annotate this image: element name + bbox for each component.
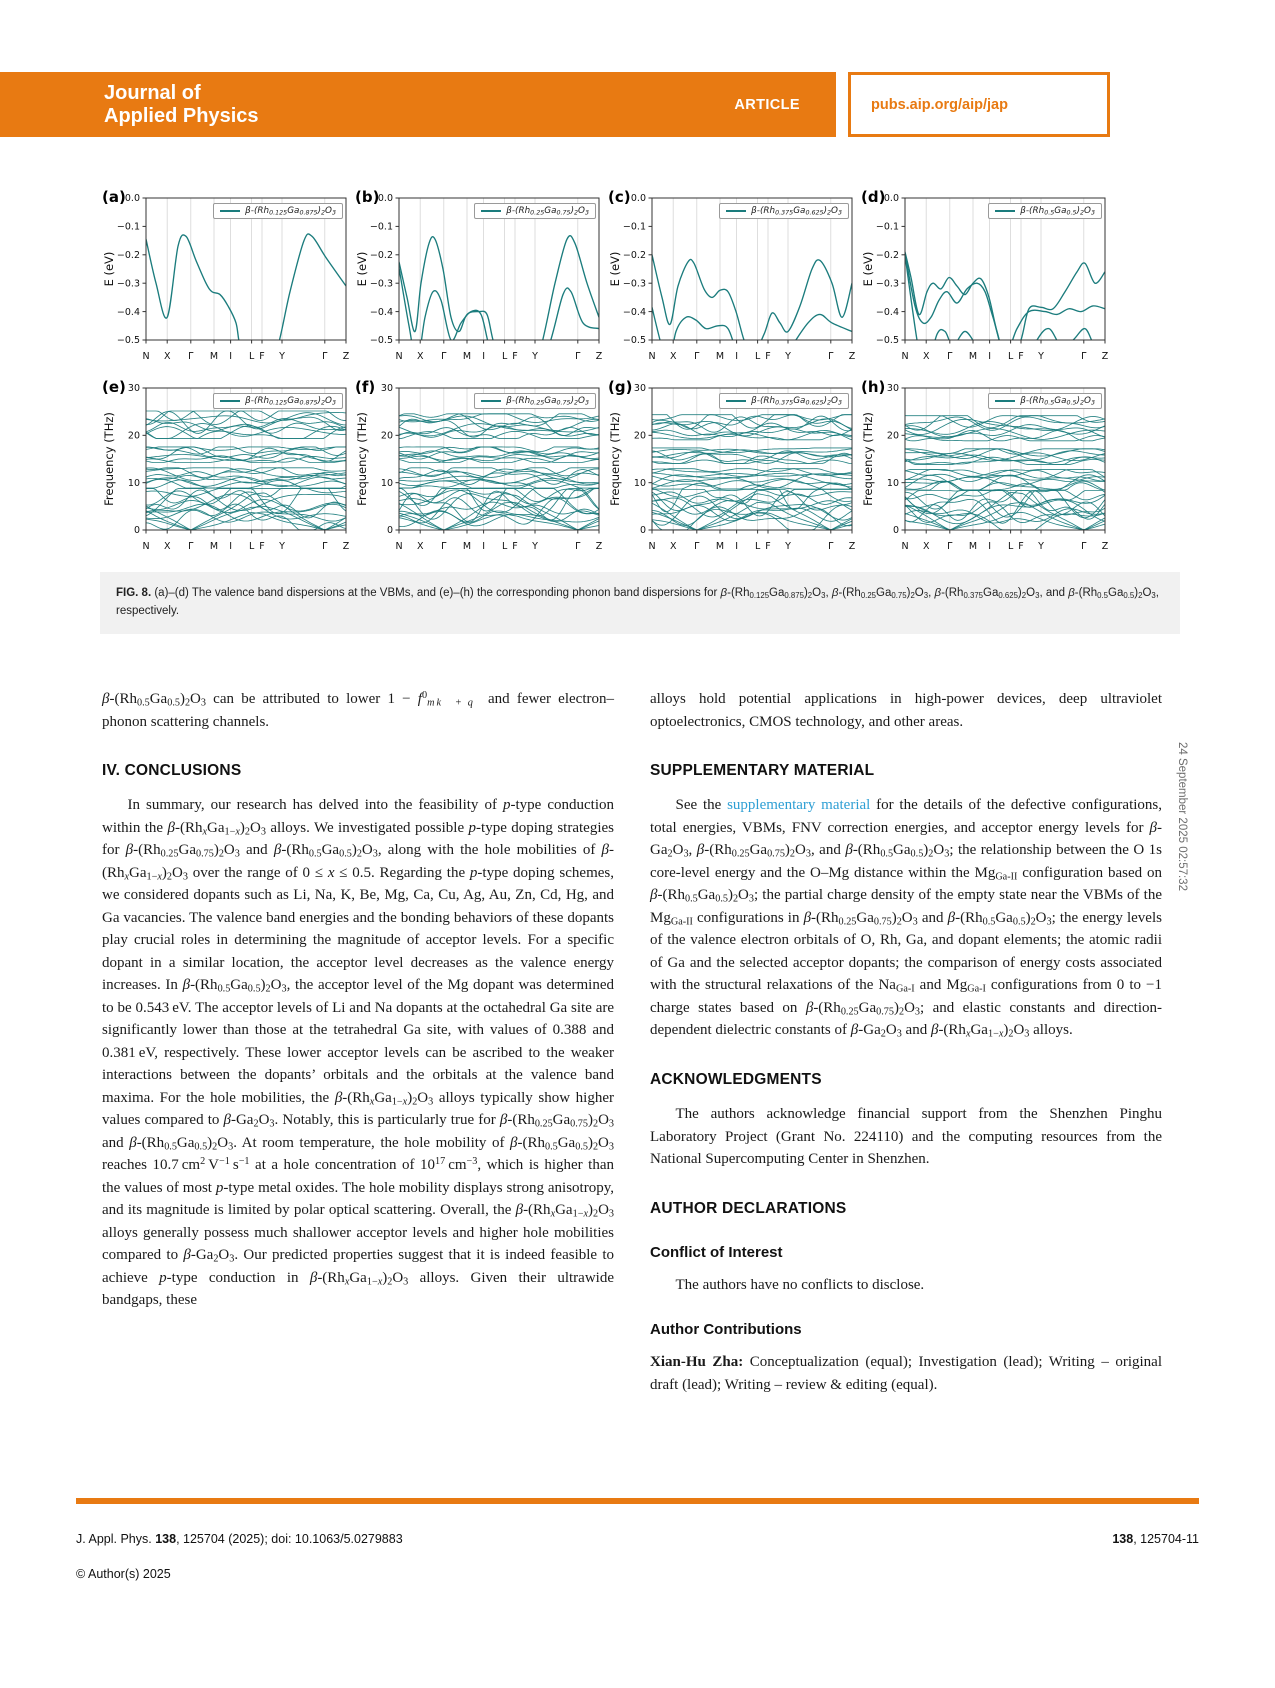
download-timestamp-watermark: 24 September 2025 02:57:32 [1176, 742, 1188, 891]
svg-text:M: M [715, 541, 725, 552]
svg-text:I: I [229, 351, 233, 362]
svg-text:−0.3: −0.3 [116, 278, 140, 290]
svg-text:I: I [229, 541, 233, 552]
legend-line-swatch [995, 400, 1015, 402]
svg-text:L: L [248, 351, 255, 362]
svg-text:I: I [988, 541, 992, 552]
plot-legend [719, 203, 849, 219]
svg-text:Y: Y [1038, 351, 1044, 362]
svg-text:10: 10 [380, 477, 393, 489]
svg-text:Z: Z [848, 541, 856, 552]
paragraph: In summary, our research has delved into the feasibility of p-type conduction within the $\beta-(Rh_xGa_{1-x})_2O_3$ alloys. We investigated possible p-type doping strategies for $\beta-(Rh_{0.25}Ga_{0.75})_2O_3$ and $\beta-(Rh_{0.5}Ga_{0.5})_2O_3$, along with the hole mobilities of $\beta-(Rh_xGa_{1-x})_2O_3$ over the range of 0 ≤ x ≤ 0.5. Regarding the p-type doping schemes, we considered dopants such as Li, Na, K, Be, Mg, Ca, Cu, Ag, Au, Zn, Cd, Hg, and Ga vacancies. The valence band energies and the bonding behaviors of these dopants play crucial roles in determining the magnitude of acceptor levels. For a specific dopant in a similar location, the acceptor level decreases as the valence energy increases. In $\beta-(Rh_{0.5}Ga_{0.5})_2O_3$, the acceptor level of the Mg dopant was determined to be 0.543 eV. The acceptor levels of Li and Na dopants at the octahedral Ga site are significantly lower than those at the tetrahedral Ga site, with values of 0.388 and 0.381 eV, respectively. These lower acceptor levels can be ascribed to the weaker interactions between the dopants’ orbitals and the orbitals at the valence band maxima. For the hole mobilities, the $\beta-(Rh_xGa_{1-x})_2O_3$ alloys typically show higher values compared to $\beta-Ga_2O_3$. Notably, this is particularly true for $\beta-(Rh_{0.25}Ga_{0.75})_2O_3$ and $\beta-(Rh_{0.5}Ga_{0.5})_2O_3$. At room temperature, the hole mobility of $\beta-(Rh_{0.5}Ga_{0.5})_2O_3$ reaches 10.7 $cm^2$ $V^{-1}$ $s^{-1}$ at a hole concentration of $10^{17}$ $cm^{-3}$, which is higher than the values of most p-type metal oxides. The hole mobility displays strong anisotropy, and its magnitude is limited by polar optical scattering. Overall, the $\beta-(Rh_xGa_{1-x})_2O_3$ alloys generally possess much shallower acceptor levels and higher hole mobilities compared to $\beta-Ga_2O_3$. Our predicted properties suggest that it is indeed feasible to achieve p-type conduction in $\beta-(Rh_xGa_{1-x})_2O_3$ alloys. Given their ultrawide bandgaps, these [102, 797, 615, 1309]
supplementary-material-link[interactable]: supplementary material [727, 797, 871, 814]
svg-text:I: I [735, 541, 739, 552]
svg-text:Frequency (THz): Frequency (THz) [861, 412, 875, 506]
svg-text:20: 20 [886, 430, 899, 442]
svg-text:Γ: Γ [1081, 351, 1087, 362]
svg-text:M: M [715, 351, 725, 362]
svg-text:10: 10 [127, 477, 140, 489]
svg-text:M: M [209, 541, 219, 552]
legend-line-swatch [481, 400, 501, 402]
footer-citation: J. Appl. Phys. 138, 125704 (2025); doi: 10.1063/5.0279883 [76, 1532, 403, 1546]
legend-line-swatch [220, 400, 240, 402]
svg-text:0.0: 0.0 [630, 193, 646, 205]
article-type-label: ARTICLE [734, 96, 800, 113]
legend-label: $\beta-(Rh_{0.375}Ga_{0.625})_2O_3$ [751, 396, 842, 407]
legend-line-swatch [995, 210, 1015, 212]
svg-text:−0.4: −0.4 [622, 306, 646, 318]
paragraph: Xian-Hu Zha: Conceptualization (equal); Investigation (lead); Writing – original draft (lead); Writing – review & editing (equal). [650, 1354, 1162, 1393]
journal-url-box[interactable] [848, 72, 1110, 137]
svg-text:Frequency (THz): Frequency (THz) [102, 412, 116, 506]
svg-text:F: F [1018, 541, 1024, 552]
svg-text:Γ: Γ [322, 351, 328, 362]
svg-text:F: F [765, 541, 771, 552]
svg-text:Γ: Γ [947, 351, 953, 362]
panel-label: (c) [608, 188, 631, 206]
phonon-panel-f [353, 380, 606, 556]
svg-text:30: 30 [633, 383, 646, 395]
svg-text:X: X [922, 541, 930, 552]
svg-text:Z: Z [595, 541, 603, 552]
plot-legend [988, 203, 1102, 219]
plot-legend [719, 393, 849, 409]
right-column [650, 688, 1162, 1398]
left-column [102, 688, 614, 1398]
paragraph: alloys hold potential applications in high-power devices, deep ultraviolet optoelectronics, CMOS technology, and other areas. [650, 691, 1162, 730]
svg-text:N: N [648, 351, 656, 362]
svg-text:Z: Z [342, 541, 350, 552]
svg-text:F: F [1018, 351, 1024, 362]
svg-text:Γ: Γ [188, 541, 194, 552]
svg-text:10: 10 [886, 477, 899, 489]
footer-page-ref: 138, 125704-11 [1112, 1532, 1199, 1546]
svg-text:I: I [482, 351, 486, 362]
svg-text:F: F [512, 541, 518, 552]
band-structure-panel-c [606, 190, 859, 366]
svg-text:L: L [754, 351, 761, 362]
svg-text:Γ: Γ [694, 541, 700, 552]
svg-text:M: M [968, 541, 978, 552]
svg-text:−0.5: −0.5 [875, 335, 899, 347]
svg-text:L: L [1007, 351, 1014, 362]
svg-text:M: M [968, 351, 978, 362]
svg-text:I: I [735, 351, 739, 362]
legend-label: $\beta-(Rh_{0.375}Ga_{0.625})_2O_3$ [751, 206, 842, 217]
journal-url[interactable]: pubs.aip.org/aip/jap [871, 96, 1008, 113]
subsection-heading-conflict: Conflict of Interest [650, 1243, 783, 1261]
svg-text:E (eV): E (eV) [608, 251, 622, 287]
svg-text:−0.4: −0.4 [875, 306, 899, 318]
svg-text:0.0: 0.0 [124, 193, 140, 205]
legend-label: $\beta-(Rh_{0.125}Ga_{0.875})_2O_3$ [245, 396, 336, 407]
svg-text:M: M [462, 351, 472, 362]
svg-text:L: L [501, 541, 508, 552]
svg-text:F: F [765, 351, 771, 362]
panel-label: (e) [102, 378, 126, 396]
paragraph: $\beta-(Rh_{0.5}Ga_{0.5})_2O_3$ can be attributed to lower $1 - f^0_{m k⃗ + q⃗}$ and fewer electron–phonon scattering channels. [102, 689, 614, 730]
section-heading-declarations: AUTHOR DECLARATIONS [650, 1199, 847, 1217]
figure-8 [100, 190, 1180, 634]
svg-text:Y: Y [785, 351, 791, 362]
svg-text:L: L [1007, 541, 1014, 552]
svg-text:L: L [501, 351, 508, 362]
svg-text:F: F [259, 541, 265, 552]
legend-line-swatch [481, 210, 501, 212]
svg-text:N: N [901, 541, 909, 552]
svg-text:0: 0 [892, 525, 899, 537]
svg-text:Γ: Γ [947, 541, 953, 552]
svg-text:Y: Y [279, 351, 285, 362]
svg-text:M: M [462, 541, 472, 552]
svg-text:Y: Y [1038, 541, 1044, 552]
article-body [102, 688, 1162, 1398]
svg-text:−0.1: −0.1 [369, 221, 393, 233]
plot-legend [474, 203, 596, 219]
svg-text:Y: Y [532, 541, 538, 552]
svg-text:F: F [512, 351, 518, 362]
svg-text:X: X [163, 351, 171, 362]
svg-text:0.0: 0.0 [377, 193, 393, 205]
phonon-panel-h [859, 380, 1112, 556]
svg-text:Z: Z [1101, 351, 1109, 362]
panel-label: (a) [102, 188, 126, 206]
band-structure-panel-a [100, 190, 353, 366]
panel-label: (d) [861, 188, 886, 206]
footer-copyright: © Author(s) 2025 [76, 1567, 171, 1581]
svg-text:20: 20 [127, 430, 140, 442]
svg-text:20: 20 [633, 430, 646, 442]
svg-text:Y: Y [785, 541, 791, 552]
section-heading-supplementary: SUPPLEMENTARY MATERIAL [650, 762, 875, 779]
panel-label: (g) [608, 378, 633, 396]
svg-text:0: 0 [133, 525, 140, 537]
plot-legend [213, 203, 343, 219]
valence-band-row [100, 190, 1115, 366]
svg-text:0: 0 [639, 525, 646, 537]
svg-text:X: X [163, 541, 171, 552]
svg-text:−0.3: −0.3 [875, 278, 899, 290]
svg-text:Γ: Γ [575, 541, 581, 552]
svg-text:Γ: Γ [575, 351, 581, 362]
svg-text:Z: Z [595, 351, 603, 362]
panel-label: (h) [861, 378, 886, 396]
svg-text:−0.2: −0.2 [369, 250, 393, 261]
footer-rule [76, 1498, 1199, 1504]
figure-caption: FIG. 8. (a)–(d) The valence band dispersions at the VBMs, and (e)–(h) the corresponding phonon band dispersions for $\beta-(Rh_{0.125}Ga_{0.875})_2O_3$, $\beta-(Rh_{0.25}Ga_{0.75})_2O_3$, $\beta-(Rh_{0.375}Ga_{0.625})_2O_3$, and $\beta-(Rh_{0.5}Ga_{0.5})_2O_3$, respectively. [100, 572, 1180, 634]
journal-title-line2: Applied Physics [104, 104, 259, 127]
svg-text:I: I [482, 541, 486, 552]
svg-text:L: L [248, 541, 255, 552]
svg-text:X: X [416, 351, 424, 362]
journal-title [104, 82, 259, 128]
svg-text:−0.5: −0.5 [369, 335, 393, 347]
svg-text:N: N [901, 351, 909, 362]
legend-line-swatch [220, 210, 240, 212]
svg-text:N: N [648, 541, 656, 552]
svg-text:−0.5: −0.5 [116, 335, 140, 347]
section-heading-conclusions: IV. CONCLUSIONS [102, 762, 242, 779]
svg-text:−0.1: −0.1 [875, 221, 899, 233]
svg-text:E (eV): E (eV) [355, 251, 369, 287]
svg-text:F: F [259, 351, 265, 362]
phonon-panel-g [606, 380, 859, 556]
journal-title-line1: Journal of [104, 81, 201, 104]
svg-text:−0.2: −0.2 [622, 250, 646, 261]
svg-text:X: X [416, 541, 424, 552]
svg-text:Y: Y [279, 541, 285, 552]
svg-text:−0.3: −0.3 [369, 278, 393, 290]
phonon-band-row [100, 380, 1115, 556]
svg-text:Γ: Γ [1081, 541, 1087, 552]
svg-text:Z: Z [848, 351, 856, 362]
svg-text:N: N [142, 351, 150, 362]
svg-text:X: X [669, 541, 677, 552]
svg-text:X: X [922, 351, 930, 362]
legend-line-swatch [726, 400, 746, 402]
paragraph: The authors acknowledge financial support from the Shenzhen Pinghu Laboratory Project (Grant No. 224110) and the computing resources from the National Supercomputing Center in Shenzhen. [650, 1106, 1162, 1167]
svg-text:−0.2: −0.2 [116, 250, 140, 261]
paragraph: See the supplementary material for the details of the defective configurations, total energies, VBMs, FNV correction energies, and acceptor energy levels for $\beta-Ga_2O_3$, $\beta-(Rh_{0.25}Ga_{0.75})_2O_3$, and $\beta-(Rh_{0.5}Ga_{0.5})_2O_3$; the relationship between the O 1s core-level energy and the O–Mg distance within the $Mg_{Ga-II}$ configuration based on $\beta-(Rh_{0.5}Ga_{0.5})_2O_3$; the partial charge density of the empty state near the VBMs of the $Mg_{Ga-II}$ configurations in $\beta-(Rh_{0.25}Ga_{0.75})_2O_3$ and $\beta-(Rh_{0.5}Ga_{0.5})_2O_3$; the energy levels of the valence electron orbitals of O, Rh, Ga, and dopant elements; the atomic radii of Ga and the selected acceptor dopants; the comparison of energy costs associated with the structural relaxations of the $Na_{Ga-I}$ and $Mg_{Ga-I}$ configurations from 0 to −1 charge states based on $\beta-(Rh_{0.25}Ga_{0.75})_2O_3$; and elastic constants and direction-dependent dielectric constants of $\beta-Ga_2O_3$ and $\beta-(Rh_xGa_{1-x})_2O_3$ alloys. [650, 797, 1163, 1040]
legend-label: $\beta-(Rh_{0.25}Ga_{0.75})_2O_3$ [506, 206, 589, 217]
legend-label: $\beta-(Rh_{0.125}Ga_{0.875})_2O_3$ [245, 206, 336, 217]
paragraph: The authors have no conflicts to disclose. [675, 1277, 925, 1294]
svg-text:30: 30 [380, 383, 393, 395]
svg-text:Z: Z [1101, 541, 1109, 552]
svg-text:Frequency (THz): Frequency (THz) [355, 412, 369, 506]
svg-text:Γ: Γ [188, 351, 194, 362]
svg-text:E (eV): E (eV) [861, 251, 875, 287]
svg-text:E (eV): E (eV) [102, 251, 116, 287]
plot-legend [988, 393, 1102, 409]
svg-text:−0.2: −0.2 [875, 250, 899, 261]
svg-text:Γ: Γ [441, 541, 447, 552]
svg-text:Y: Y [532, 351, 538, 362]
svg-text:−0.4: −0.4 [369, 306, 393, 318]
svg-text:−0.1: −0.1 [622, 221, 646, 233]
svg-text:−0.5: −0.5 [622, 335, 646, 347]
svg-text:M: M [209, 351, 219, 362]
svg-text:20: 20 [380, 430, 393, 442]
plot-legend [213, 393, 343, 409]
svg-text:0: 0 [386, 525, 393, 537]
band-structure-panel-d [859, 190, 1112, 366]
svg-text:30: 30 [127, 383, 140, 395]
svg-text:N: N [395, 541, 403, 552]
svg-text:−0.3: −0.3 [622, 278, 646, 290]
panel-label: (f) [355, 378, 376, 396]
svg-text:Γ: Γ [694, 351, 700, 362]
svg-text:L: L [754, 541, 761, 552]
svg-text:N: N [142, 541, 150, 552]
svg-text:0.0: 0.0 [883, 193, 899, 205]
svg-text:Γ: Γ [441, 351, 447, 362]
svg-text:Γ: Γ [828, 351, 834, 362]
header-band [0, 72, 836, 137]
svg-text:X: X [669, 351, 677, 362]
svg-text:Γ: Γ [322, 541, 328, 552]
band-structure-panel-b [353, 190, 606, 366]
svg-text:Γ: Γ [828, 541, 834, 552]
legend-label: $\beta-(Rh_{0.25}Ga_{0.75})_2O_3$ [506, 396, 589, 407]
legend-line-swatch [726, 210, 746, 212]
legend-label: $\beta-(Rh_{0.5}Ga_{0.5})_2O_3$ [1020, 206, 1095, 217]
svg-text:Z: Z [342, 351, 350, 362]
phonon-panel-e [100, 380, 353, 556]
section-heading-acknowledgments: ACKNOWLEDGMENTS [650, 1070, 822, 1088]
subsection-heading-contributions: Author Contributions [650, 1320, 802, 1338]
svg-text:I: I [988, 351, 992, 362]
panel-label: (b) [355, 188, 380, 206]
svg-text:−0.4: −0.4 [116, 306, 140, 318]
svg-text:Frequency (THz): Frequency (THz) [608, 412, 622, 506]
svg-text:N: N [395, 351, 403, 362]
svg-text:30: 30 [886, 383, 899, 395]
plot-legend [474, 393, 596, 409]
svg-text:10: 10 [633, 477, 646, 489]
legend-label: $\beta-(Rh_{0.5}Ga_{0.5})_2O_3$ [1020, 396, 1095, 407]
svg-text:−0.1: −0.1 [116, 221, 140, 233]
